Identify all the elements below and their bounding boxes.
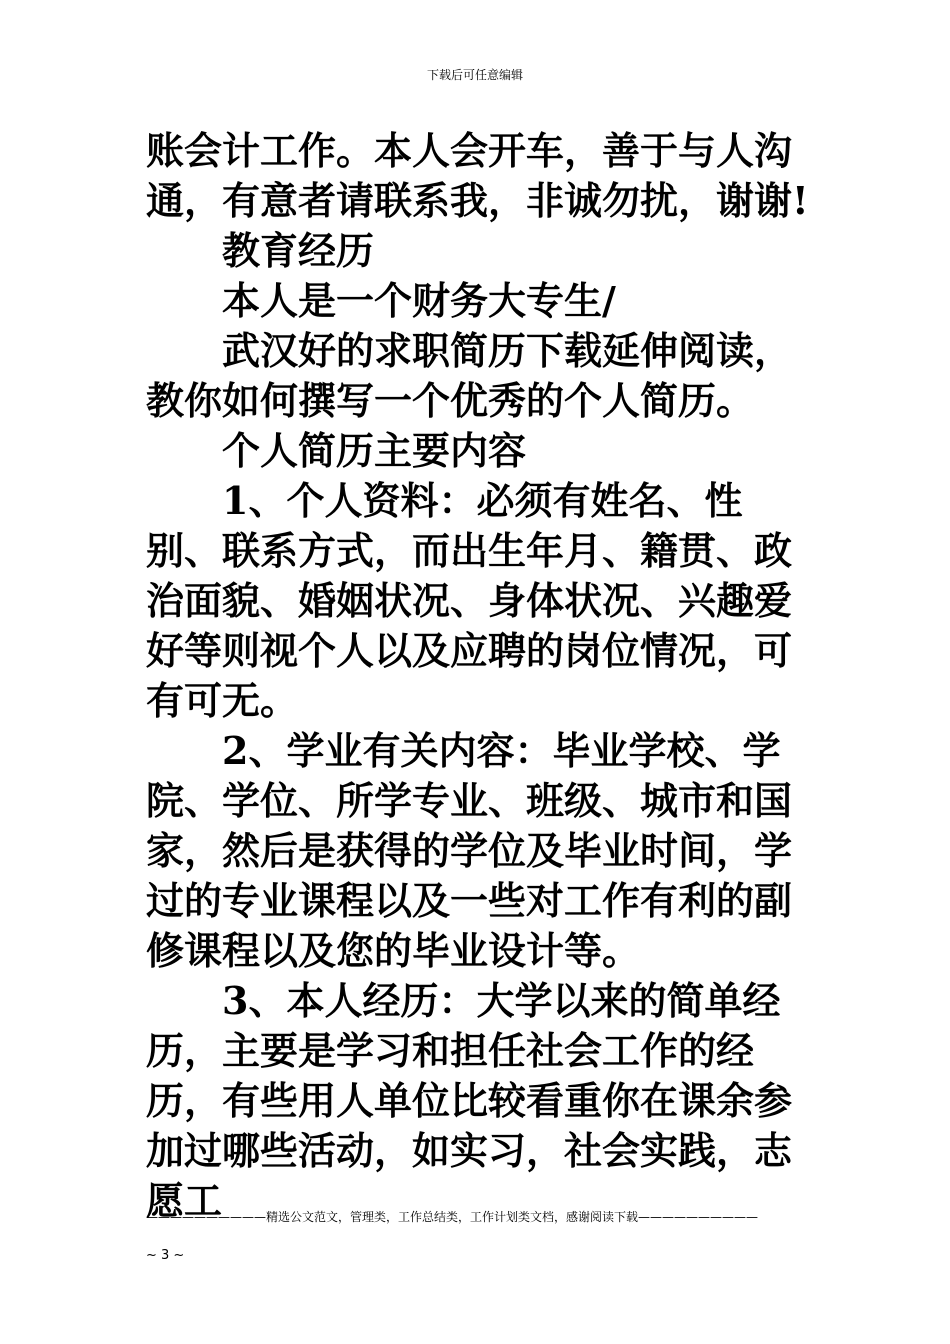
page-number: ~ 3 ~: [146, 1248, 185, 1263]
paragraph-personal-info: 1、个人资料：必须有姓名、性别、联系方式，而出生年月、籍贯、政治面貌、婚姻状况、身体状况、兴趣爱好等则视个人以及应聘的岗位情况，可有可无。: [146, 478, 793, 723]
paragraph-continuation: 账会计工作。本人会开车，善于与人沟通，有意者请联系我，非诚勿扰，谢谢!: [146, 128, 809, 223]
page-header: 下载后可任意编辑: [426, 68, 523, 82]
paragraph-extended-reading: 武汉好的求职简历下载延伸阅读，教你如何撰写一个优秀的个人简历。: [146, 328, 793, 423]
paragraph-education: 本人是一个财务大专生/: [222, 278, 616, 323]
section-heading-resume-content: 个人简历主要内容: [222, 428, 527, 473]
paragraph-experience: 3、本人经历：大学以来的简单经历，主要是学习和担任社会工作的经历，有些用人单位比较看重你在课余参加过哪些活动，如实习，社会实践，志愿工: [146, 978, 793, 1223]
page-footer: ——————————精选公文范文，管理类，工作总结类，工作计划类文档，感谢阅读下载——————————: [146, 1210, 759, 1224]
document-body: [146, 126, 818, 1226]
paragraph-academic-info: 2、学业有关内容：毕业学校、学院、学位、所学专业、班级、城市和国家，然后是获得的学位及毕业时间，学过的专业课程以及一些对工作有利的副修课程以及您的毕业设计等。: [146, 728, 793, 973]
section-heading-education: 教育经历: [222, 228, 375, 273]
